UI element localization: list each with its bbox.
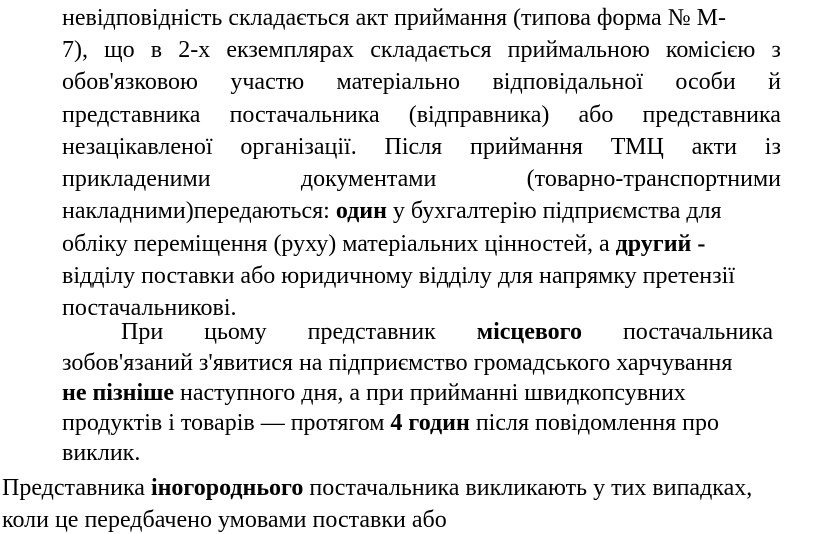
p1-line-5 <box>62 133 781 161</box>
word: складається <box>370 37 492 63</box>
p2-line-5 <box>62 439 140 467</box>
p1-line-2 <box>62 36 781 64</box>
text: після повідомлення про <box>475 410 719 436</box>
word: обов'язковою <box>62 69 198 95</box>
p3-line-2 <box>2 506 447 534</box>
text: постачальника викликають у тих випадках, <box>309 475 753 501</box>
word: постачальника <box>622 319 773 345</box>
word: Після <box>384 134 443 160</box>
text: постачальникові. <box>62 295 237 321</box>
text: зобов'язаний з'явитися на підприємство громадського харчування <box>62 350 733 376</box>
word: (відправника) <box>408 102 550 128</box>
text: накладними)передаються: <box>62 198 330 224</box>
word: особи <box>675 69 736 95</box>
text: коли це передбачено умовами поставки або <box>2 507 447 533</box>
p1-line-3 <box>62 68 781 96</box>
text: наступного дня, а при прийманні швидкопсувних <box>180 380 686 406</box>
word: постачальника <box>229 102 380 128</box>
word: 7), <box>62 37 88 63</box>
word: із <box>764 134 781 160</box>
bold-text: іногороднього <box>150 475 304 501</box>
word: в <box>150 37 163 63</box>
word: представника <box>62 102 201 128</box>
word: 2-х <box>178 37 211 63</box>
p1-line-6 <box>62 165 781 193</box>
text: продуктів і товарів — протягом <box>62 410 385 436</box>
text: у бухгалтерію підприємства для <box>392 198 722 224</box>
p1-line-8 <box>62 230 705 258</box>
p1-line-7 <box>62 197 722 225</box>
word: акти <box>691 134 737 160</box>
bold-word: місцевого <box>476 319 582 345</box>
bold-text: 4 годин <box>390 410 470 436</box>
p1-line-9 <box>62 262 735 290</box>
word: документами <box>300 166 437 192</box>
word: прикладеними <box>62 166 211 192</box>
text: обліку переміщення (руху) матеріальних цінностей, а <box>62 231 610 257</box>
word: цьому <box>204 319 267 345</box>
text: виклик. <box>62 440 141 466</box>
word: відповідальної <box>492 69 644 95</box>
word: й <box>768 69 781 95</box>
p2-line-1 <box>121 318 773 346</box>
p3-line-1 <box>2 474 752 502</box>
word: незацікавленої <box>62 134 213 160</box>
word: представника <box>642 102 781 128</box>
p2-line-3 <box>62 379 686 407</box>
word: що <box>104 37 135 63</box>
word: участю <box>230 69 305 95</box>
word: приймання <box>470 134 583 160</box>
word: з <box>771 37 781 63</box>
word: комісією <box>665 37 756 63</box>
word: або <box>578 102 614 128</box>
bold-text: не пізніше <box>62 380 175 406</box>
text: невідповідність складається акт приймання (типова форма № М- <box>62 5 726 31</box>
text: Представника <box>2 475 145 501</box>
p2-line-2 <box>62 349 732 377</box>
p1-line-1 <box>62 4 781 32</box>
word: ТМЦ <box>610 134 664 160</box>
p2-line-4 <box>62 409 719 437</box>
word: екземплярах <box>226 37 355 63</box>
p1-line-4 <box>62 101 781 129</box>
word: представник <box>307 319 436 345</box>
bold-text: один <box>335 198 387 224</box>
word: При <box>121 319 164 345</box>
text: відділу поставки або юридичному відділу для напрямку претензії <box>62 263 735 289</box>
word: (товарно-транспортними <box>526 166 781 192</box>
word: приймальною <box>507 37 650 63</box>
word: організації. <box>240 134 357 160</box>
word: матеріально <box>336 69 461 95</box>
bold-text: другий - <box>615 231 706 257</box>
